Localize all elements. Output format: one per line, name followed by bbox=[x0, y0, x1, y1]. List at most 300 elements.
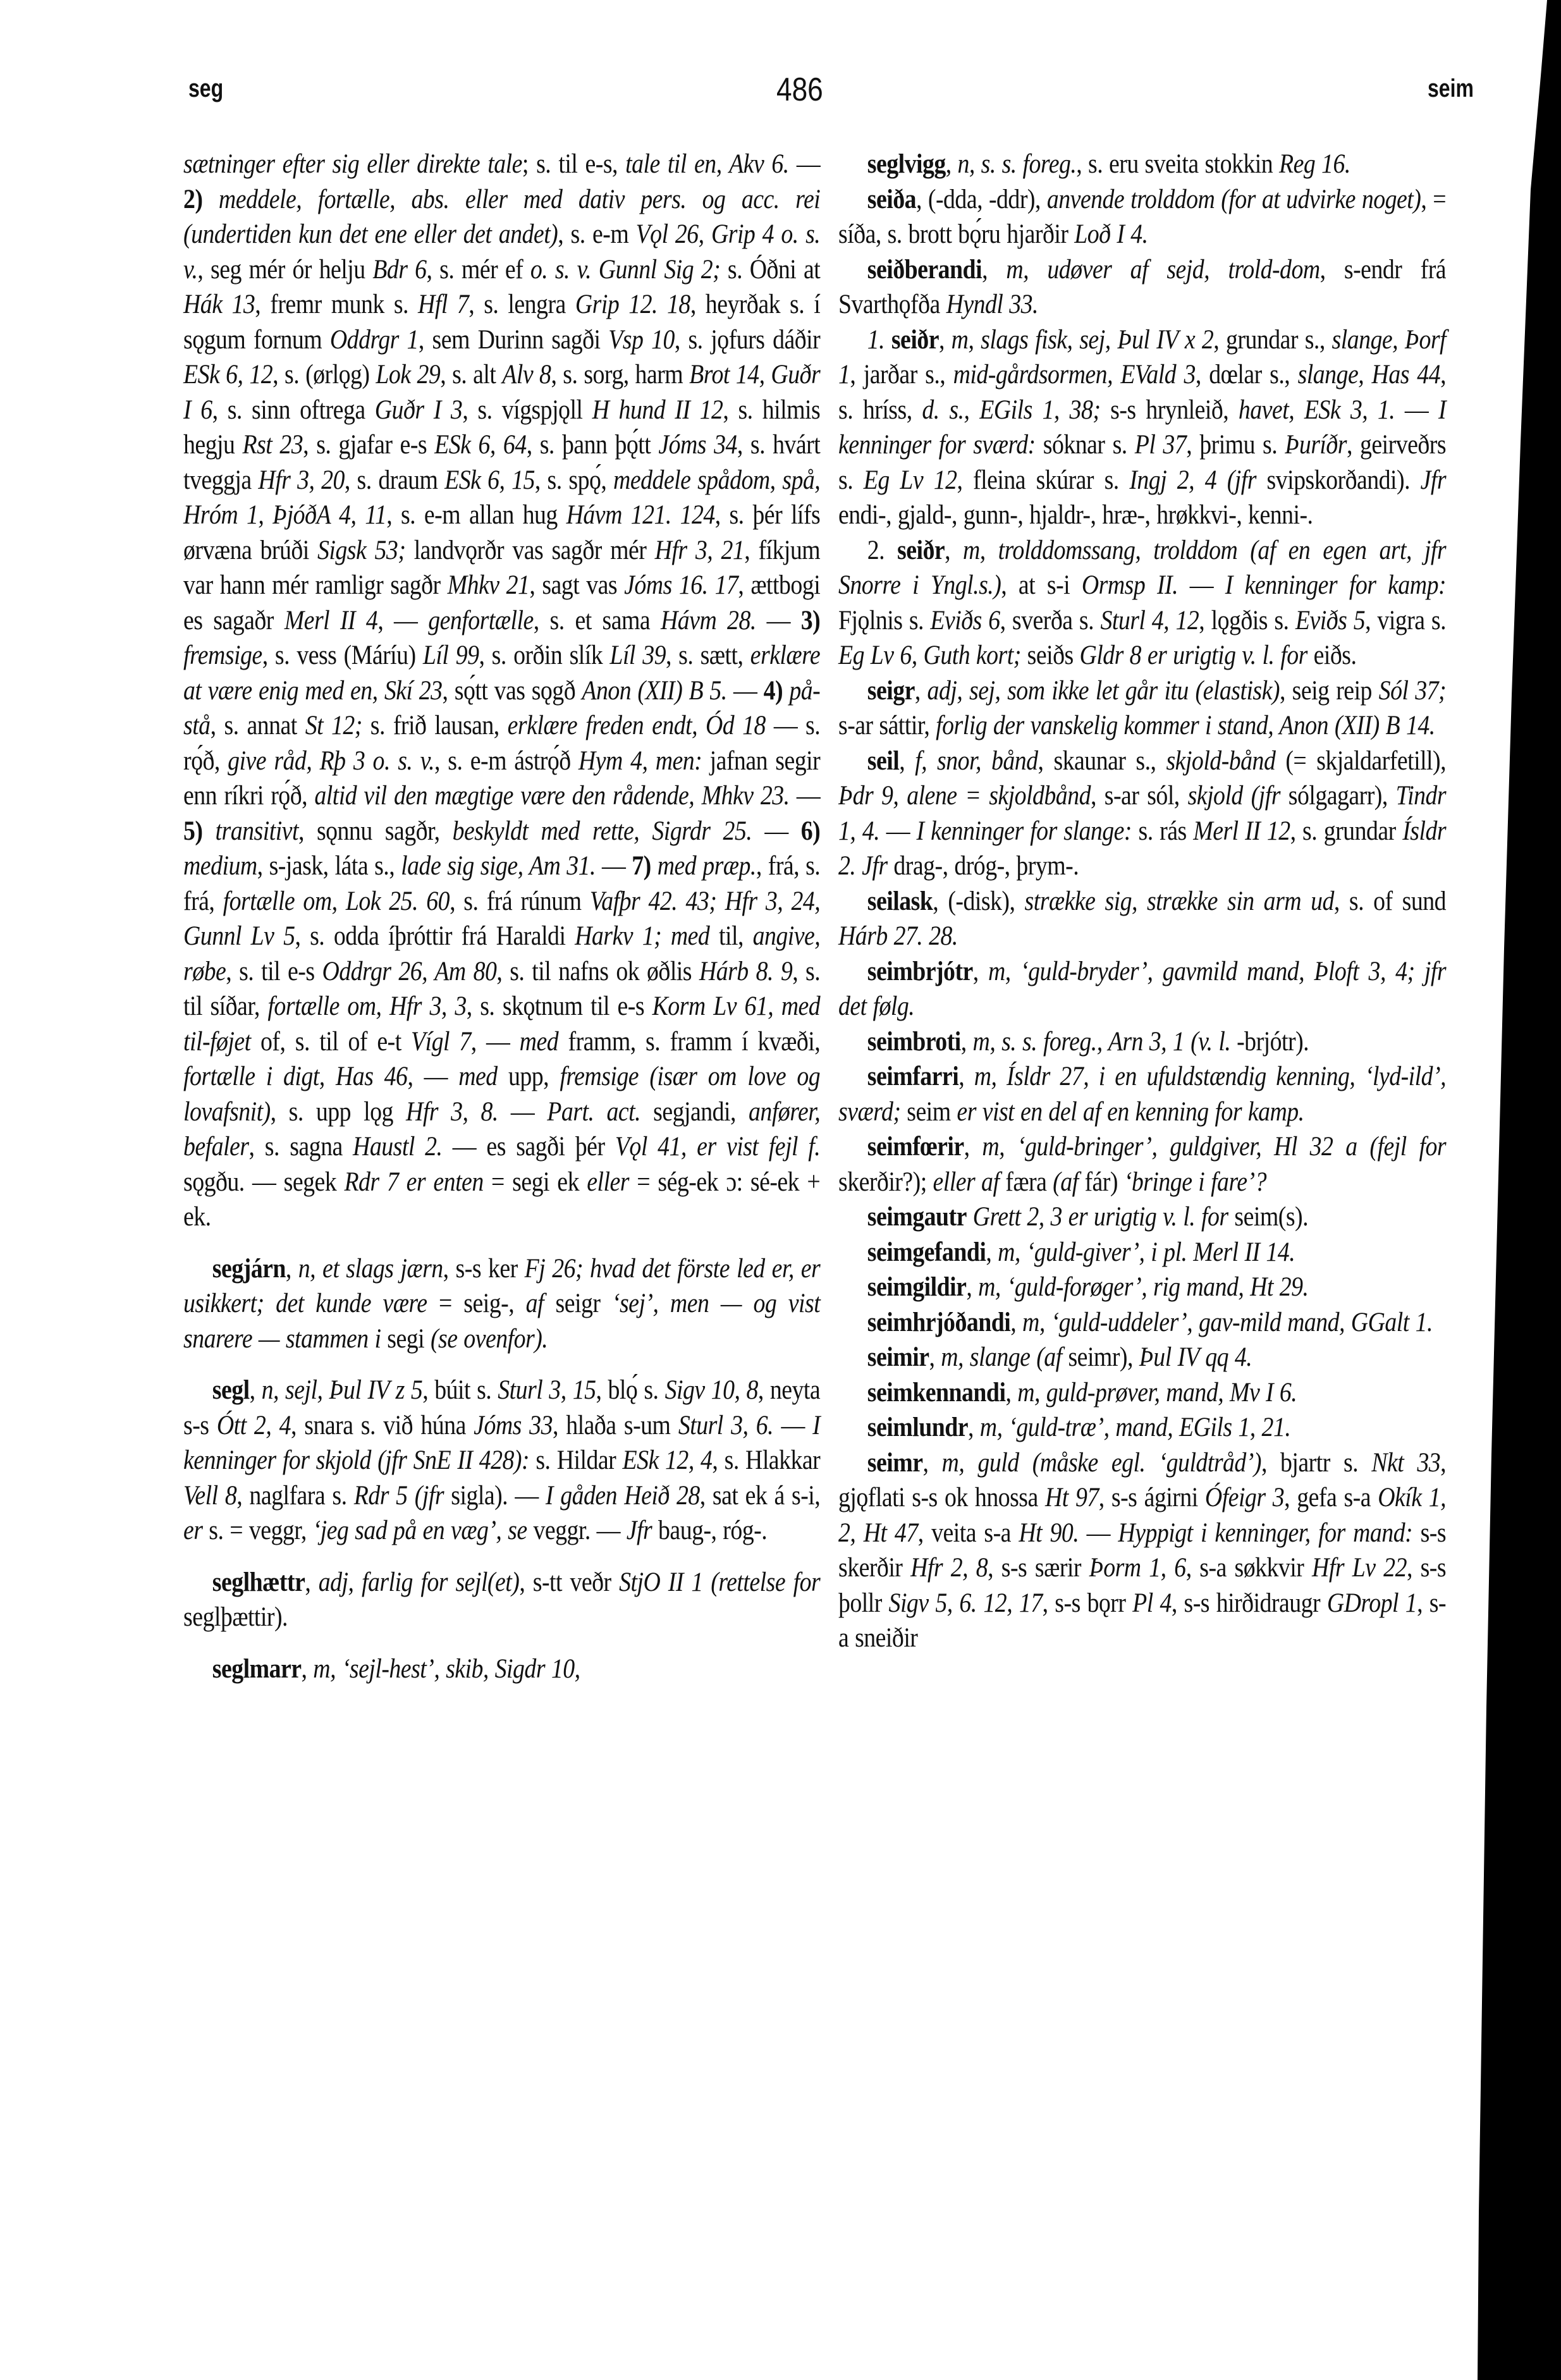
entry-gloss-italic: Vǫl 26, Grip 4 o. s. v. bbox=[183, 219, 821, 285]
entry-text: , veita s-a bbox=[917, 1518, 1019, 1548]
entry-text: , gefa s-a bbox=[1284, 1483, 1378, 1512]
entry-gloss-italic: Hfr 2, 8 bbox=[910, 1553, 988, 1583]
entry-text: , s. skǫtnum til e-s bbox=[466, 991, 652, 1021]
entry-gloss-italic: medium bbox=[183, 851, 257, 881]
entry-text: = seig-, bbox=[427, 1289, 526, 1318]
entry-text: færa bbox=[999, 1167, 1053, 1197]
entry-gloss-italic: Oddrgr 26, Am 80 bbox=[322, 956, 497, 986]
entry-text: framm, s. framm í kvæði, bbox=[558, 1026, 821, 1057]
entry-headword: 6) bbox=[800, 816, 821, 846]
entry-gloss-italic: Hárb 8. 9 bbox=[699, 956, 793, 986]
entry-gloss-italic: Hfr 3, 8. bbox=[406, 1096, 498, 1127]
entry-gloss-italic: GDropl 1 bbox=[1326, 1588, 1417, 1618]
entry-gloss-italic: Guðr I 3 bbox=[374, 395, 463, 425]
column-right-body bbox=[838, 147, 1446, 1656]
entry-text: endi-, gjald-, gunn-, hjaldr-, hræ-, hrøkkvi-, kenni-. bbox=[838, 500, 1313, 530]
entry-text: , bbox=[899, 745, 915, 776]
entry-gloss-italic: Korm Lv 61, med til-føjet bbox=[183, 991, 821, 1057]
entry-text: , — bbox=[377, 605, 429, 635]
entry-gloss-italic: I kenninger for skjold (jfr SnE II 428): bbox=[183, 1410, 821, 1475]
entry-text: s. Óðni at bbox=[720, 254, 821, 285]
entry-headword: 2) bbox=[183, 184, 203, 214]
entry-gloss-italic: Hym 4, men: bbox=[578, 745, 702, 776]
entry-gloss-italic: fortælle om, Lok 25. 60 bbox=[223, 886, 450, 916]
entry-gloss-italic: Anon (XII) B 5. bbox=[582, 675, 727, 706]
entry-text: , s. annat bbox=[210, 711, 305, 740]
entry-gloss-italic: meddele, fortælle, abs. eller med dativ pers. og acc. rei (undertiden kun det ene eller det andet) bbox=[183, 184, 821, 249]
entry-gloss-italic: Okík 1, 2, Ht 47 bbox=[838, 1483, 1447, 1548]
column-left bbox=[183, 147, 821, 1686]
entry-text: — s. rǫ́ð, bbox=[183, 711, 821, 776]
entry-text: , sǫnnu sagðr, bbox=[298, 816, 453, 846]
dictionary-entry bbox=[838, 1375, 1446, 1411]
entry-text: , þrimu s. bbox=[1186, 430, 1285, 460]
entry-text: , bbox=[301, 1653, 314, 1684]
entry-gloss-italic: lade sig sige, Am 31. bbox=[401, 851, 596, 881]
entry-gloss-italic: Jfr bbox=[1420, 465, 1447, 495]
entry-gloss-italic: o. s. v. Gunnl Sig 2; bbox=[530, 254, 721, 285]
entry-text: , s-tt veðr bbox=[519, 1567, 620, 1597]
entry-headword: seimhrjóðandi bbox=[867, 1307, 1011, 1337]
entry-gloss-italic: Tindr 1, 4. bbox=[838, 781, 1447, 846]
entry-text: landvǫrðr vas sagðr mér bbox=[405, 535, 655, 565]
entry-gloss-italic: Pl 37 bbox=[1134, 430, 1187, 460]
entry-gloss-italic: m, ‘guld-uddeler’, gav-mild mand, GGalt 1. bbox=[1022, 1307, 1433, 1337]
entry-gloss-italic: Ófeigr 3 bbox=[1204, 1483, 1285, 1512]
entry-gloss-italic: fremsige (især om love og lovafsnit) bbox=[183, 1062, 821, 1127]
entry-gloss-italic: Eviðs 6 bbox=[930, 605, 1000, 635]
entry-text: , naglfara s. bbox=[236, 1480, 354, 1511]
entry-gloss-italic: med bbox=[519, 1026, 559, 1057]
entry-text: of, s. til of e-t bbox=[250, 1026, 412, 1057]
entry-text: , skaunar s., bbox=[1038, 745, 1166, 776]
entry-text: veggr. — bbox=[527, 1516, 627, 1545]
dictionary-entry bbox=[183, 1373, 820, 1549]
entry-gloss-italic: meddele spådom, spå, Hróm 1, ÞjóðA 4, 11 bbox=[183, 465, 821, 530]
entry-text: , neyta s-s bbox=[183, 1375, 821, 1440]
entry-gloss-italic: St 12; bbox=[305, 711, 362, 740]
entry-gloss-italic: Hyndl 33. bbox=[946, 290, 1038, 319]
entry-gloss-italic: sætninger efter sig eller direkte tale bbox=[183, 149, 522, 179]
entry-text: , — bbox=[470, 1026, 520, 1057]
entry-headword: seimbrjótr bbox=[867, 956, 973, 986]
dictionary-entry bbox=[838, 1199, 1446, 1235]
entry-gloss-italic: Lok 29 bbox=[376, 360, 441, 390]
entry-gloss-italic: m, ‘guld-bringer’, guldgiver, Hl 32 a (fejl for bbox=[982, 1132, 1447, 1162]
entry-gloss-italic: Ht 97 bbox=[1044, 1483, 1099, 1512]
entry-gloss-italic: I kenninger for sværd: bbox=[838, 395, 1447, 460]
entry-gloss-italic: m, ‘guld-bryder’, gavmild mand, Þloft 3, 4; jfr det følg. bbox=[838, 956, 1447, 1021]
entry-gloss-italic: fortælle i digt, Has 46 bbox=[183, 1062, 408, 1091]
entry-text: , bbox=[285, 1253, 298, 1284]
entry-text: , s. vess (Máríu) bbox=[262, 641, 423, 670]
entry-headword: seimfarri bbox=[867, 1062, 959, 1091]
entry-text: segjandi, bbox=[640, 1096, 749, 1127]
dictionary-entry bbox=[183, 1565, 820, 1635]
entry-gloss-italic: Sigv 10, 8 bbox=[664, 1375, 758, 1405]
entry-gloss-italic: I kenninger for slange: bbox=[916, 816, 1132, 846]
entry-gloss-italic: n, et slags jærn bbox=[298, 1253, 443, 1284]
entry-gloss-italic: Ormsp II. bbox=[1081, 570, 1178, 600]
entry-headword: 3) bbox=[800, 605, 821, 635]
entry-text: — bbox=[498, 1096, 548, 1127]
entry-text: , s. sagna bbox=[248, 1132, 353, 1162]
entry-text: segi bbox=[381, 1323, 431, 1354]
entry-text: seglþættir). bbox=[183, 1602, 288, 1632]
entry-text: , gjǫflati s-s ok hnossa bbox=[838, 1447, 1447, 1512]
dictionary-entry bbox=[838, 147, 1446, 182]
entry-text: seimr), bbox=[1062, 1342, 1139, 1372]
dictionary-entry bbox=[838, 1235, 1446, 1270]
dictionary-entry bbox=[838, 1024, 1446, 1060]
entry-gloss-italic: Sturl 4, 12 bbox=[1100, 605, 1199, 635]
entry-gloss-italic: Pl 4 bbox=[1132, 1588, 1172, 1618]
entry-text: , frá, s. frá, bbox=[183, 851, 821, 916]
dictionary-entry bbox=[838, 1129, 1446, 1199]
entry-gloss-italic: Líl 99 bbox=[422, 641, 479, 670]
entry-gloss-italic: Ht 90. bbox=[1019, 1518, 1079, 1548]
entry-text: , s-endr frá Svarthǫfða bbox=[838, 254, 1447, 319]
entry-headword: seimkennandi bbox=[867, 1377, 1006, 1408]
entry-gloss-italic: Grip 12. 18 bbox=[575, 290, 690, 319]
entry-gloss-italic: Þorm 1, 6 bbox=[1089, 1553, 1186, 1583]
entry-gloss-italic: Vǫl 41, er vist fejl f. bbox=[615, 1132, 821, 1162]
entry-gloss-italic: transitivt bbox=[215, 816, 298, 846]
dictionary-entry bbox=[838, 1305, 1446, 1340]
entry-gloss-italic: m, trolddomssang, trolddom (af en egen art, jfr Snorre i Yngl.s.) bbox=[838, 535, 1447, 600]
entry-text: , ættbogi es sagaðr bbox=[183, 570, 821, 635]
entry-gloss-italic: Hfr 3, 20 bbox=[258, 465, 345, 495]
entry-text: , — bbox=[407, 1062, 459, 1091]
entry-text: baug-, róg-. bbox=[652, 1516, 768, 1545]
entry-text: s. rás bbox=[1131, 816, 1194, 846]
entry-text: , s-a sneiðir bbox=[838, 1588, 1447, 1653]
entry-headword: seigr bbox=[867, 675, 915, 706]
running-head bbox=[0, 71, 1561, 113]
scan-shadow-shape bbox=[1478, 0, 1561, 2380]
entry-text: , bbox=[938, 324, 952, 355]
entry-text: seim(s). bbox=[1228, 1202, 1309, 1232]
entry-gloss-italic: m, Ísldr 27, i en ufuldstændig kenning, ‘lyd-ild’, sværd; bbox=[838, 1062, 1447, 1127]
entry-headword: seimir bbox=[867, 1342, 929, 1372]
entry-gloss-italic: Sturl 3, 6. bbox=[678, 1410, 774, 1440]
entry-text: , bbox=[929, 1342, 941, 1372]
entry-gloss-italic: eller bbox=[587, 1167, 629, 1197]
entry-text: , sagt vas bbox=[529, 570, 625, 600]
entry-text: , s. upp lǫg bbox=[270, 1096, 407, 1127]
entry-text: sóknar s. bbox=[1035, 430, 1135, 460]
dictionary-entry bbox=[838, 884, 1446, 954]
entry-text: , s. hvárt tveggja bbox=[183, 430, 821, 495]
dictionary-entry bbox=[838, 673, 1446, 744]
entry-gloss-italic: slange, Has 44 bbox=[1297, 360, 1441, 390]
entry-headword: segjárn bbox=[212, 1253, 286, 1284]
entry-text: — bbox=[1395, 395, 1438, 425]
entry-text: fár) bbox=[1078, 1167, 1124, 1197]
entry-headword: seimgildir bbox=[867, 1272, 967, 1302]
entry-gloss-italic: ESk 6, 12 bbox=[183, 360, 273, 390]
entry-gloss-italic: skjold (jfr bbox=[1187, 781, 1280, 811]
entry-text bbox=[202, 816, 215, 846]
entry-text: , s. eru sveita stokkin bbox=[1076, 149, 1280, 179]
entry-text: , s. hríss, bbox=[838, 360, 1447, 425]
entry-gloss-italic: Þul IV qq 4. bbox=[1139, 1342, 1252, 1372]
entry-text: -brjótr). bbox=[1230, 1026, 1309, 1057]
entry-text: — es sagði þér bbox=[442, 1132, 615, 1162]
entry-text: s. frið lausan, bbox=[362, 711, 508, 740]
entry-gloss-italic: Þdr 9, alene = skjoldbånd bbox=[838, 781, 1091, 811]
entry-gloss-italic: mid-gårdsormen, EVald 3 bbox=[953, 360, 1196, 390]
entry-text: , bbox=[1010, 1307, 1023, 1337]
dictionary-entry bbox=[183, 1652, 820, 1687]
entry-gloss-italic: anfører, befaler bbox=[183, 1096, 821, 1162]
entry-text: s. Hildar bbox=[529, 1445, 623, 1475]
entry-text: , hlaða s-um bbox=[552, 1410, 678, 1440]
entry-text: til, bbox=[709, 921, 753, 951]
entry-text: , s. sinn oftrega bbox=[212, 395, 375, 425]
dictionary-entry bbox=[838, 1410, 1446, 1445]
entry-gloss-italic: m, guld (måske egl. ‘guldtråd’) bbox=[941, 1447, 1261, 1478]
entry-gloss-italic: ESk 12, 4 bbox=[622, 1445, 713, 1475]
entry-text: svipskorðandi). bbox=[1256, 465, 1421, 495]
entry-gloss-italic: Þuríðr bbox=[1285, 430, 1347, 460]
entry-text: , s. jǫfurs dáðir bbox=[674, 324, 821, 355]
entry-text: upp, bbox=[497, 1062, 560, 1091]
entry-gloss-italic: Grett 2, 3 er urigtig v. l. for bbox=[972, 1202, 1228, 1232]
entry-gloss-italic: Sigv 5, 6. 12, 17 bbox=[888, 1588, 1043, 1618]
entry-gloss-italic: Gldr 8 er urigtig v. l. for bbox=[1079, 641, 1307, 670]
entry-text: , s. lengra bbox=[468, 290, 575, 319]
entry-text: — bbox=[756, 605, 801, 635]
entry-headword: 5) bbox=[183, 816, 203, 846]
entry-text: , s. til e-s bbox=[226, 956, 322, 986]
entry-text: eiðs. bbox=[1307, 641, 1357, 670]
entry-text: = ség-ek ɔ: sé-ek + ek. bbox=[183, 1167, 821, 1232]
entry-gloss-italic: Sturl 3, 15 bbox=[498, 1375, 596, 1405]
entry-gloss-italic: m, slags fisk, sej, Þul IV x 2 bbox=[951, 324, 1214, 355]
entry-text: , bbox=[958, 1062, 974, 1091]
entry-text: , s-s bǫrr bbox=[1042, 1588, 1133, 1618]
entry-text bbox=[967, 1202, 973, 1232]
entry-gloss-italic: m, ‘sejl-hest’, skib, Sigdr 10, bbox=[313, 1653, 580, 1684]
entry-gloss-italic: af bbox=[525, 1289, 544, 1318]
entry-text: , (-disk), bbox=[933, 886, 1025, 916]
entry-text: , sem Durinn sagði bbox=[418, 324, 609, 355]
entry-text bbox=[651, 851, 658, 881]
entry-text: , seig reip bbox=[1279, 675, 1379, 706]
dictionary-entry bbox=[838, 954, 1446, 1024]
entry-headword: seilask bbox=[867, 886, 933, 916]
entry-gloss-italic: Hfr 3, 21 bbox=[654, 535, 745, 565]
entry-gloss-italic: Sigsk 53; bbox=[317, 535, 406, 565]
entry-text: — bbox=[788, 149, 821, 179]
dictionary-entry bbox=[838, 744, 1446, 884]
entry-text: , sǫ́tt vas sǫgð bbox=[442, 675, 582, 706]
entry-text: , grundar s., bbox=[1213, 324, 1332, 355]
entry-text: , s. hilmis hegju bbox=[183, 395, 821, 460]
entry-gloss-italic: erklære freden endt, Ód 18 bbox=[507, 711, 766, 740]
entry-headword: seil bbox=[867, 745, 900, 776]
entry-text: skerðir?); bbox=[838, 1167, 933, 1197]
entry-text: Fjǫlnis s. bbox=[838, 605, 931, 635]
entry-headword: seiða bbox=[867, 184, 917, 214]
entry-gloss-italic: angive, røbe bbox=[183, 921, 821, 986]
entry-text: — bbox=[773, 1410, 813, 1440]
entry-text: seiðs bbox=[1020, 641, 1080, 670]
dictionary-entry bbox=[838, 1270, 1446, 1305]
entry-gloss-italic: f, snor, bånd bbox=[915, 745, 1038, 776]
entry-gloss-italic: I gåden Heið 28 bbox=[545, 1480, 700, 1511]
entry-text: drag-, dróg-, þrym-. bbox=[887, 851, 1079, 881]
entry-gloss-italic: m, s. s. foreg., Arn 3, 1 (v. l. bbox=[972, 1026, 1231, 1057]
entry-gloss-italic: Vígl 7 bbox=[411, 1026, 471, 1057]
entry-headword: seglvigg bbox=[867, 149, 946, 179]
entry-gloss-italic: Rdr 7 er enten bbox=[344, 1167, 484, 1197]
entry-gloss-italic: Nkt 33 bbox=[1371, 1447, 1441, 1478]
dictionary-entry bbox=[838, 252, 1446, 322]
entry-gloss-italic: Brot 14, Guðr I 6 bbox=[183, 360, 821, 425]
entry-text: , sverða s. bbox=[1000, 605, 1101, 635]
entry-text: ; s. til e-s, bbox=[522, 149, 626, 179]
entry-text: , bbox=[249, 1375, 262, 1405]
entry-text: , s. grundar bbox=[1290, 816, 1403, 846]
entry-text: = segi ek bbox=[483, 1167, 587, 1197]
entry-gloss-italic: Merl II 4 bbox=[284, 605, 378, 635]
entry-text: , s. spǫ́, bbox=[534, 465, 614, 495]
entry-gloss-italic: anvende trolddom (for at udvirke noget) bbox=[1046, 184, 1421, 214]
entry-gloss-italic: genfortælle bbox=[428, 605, 534, 635]
entry-gloss-italic: Jóms 33 bbox=[474, 1410, 553, 1440]
entry-gloss-italic: Harkv 1; med bbox=[575, 921, 710, 951]
entry-text bbox=[885, 325, 891, 355]
entry-gloss-italic: Hák 13 bbox=[183, 290, 255, 319]
entry-text: sigla). — bbox=[444, 1480, 546, 1511]
entry-gloss-italic: altid vil den mægtige være den rådende, Mhkv 23. bbox=[314, 781, 790, 811]
entry-text: , jarðar s., bbox=[850, 360, 953, 390]
entry-gloss-italic: erklære at være enig med en, Skí 23 bbox=[183, 641, 821, 706]
entry-text: , bbox=[945, 149, 958, 179]
entry-text: , s. e-m ástrǫ́ð bbox=[434, 745, 578, 776]
entry-text: , s. sorg, harm bbox=[551, 360, 690, 390]
dictionary-entry bbox=[838, 322, 1446, 533]
dictionary-entry bbox=[838, 1340, 1446, 1375]
entry-text: , s. þann þǫ́tt bbox=[526, 430, 659, 460]
entry-gloss-italic: fortælle om, Hfr 3, 3 bbox=[267, 991, 467, 1021]
entry-text: , búit s. bbox=[422, 1375, 498, 1405]
dictionary-entry bbox=[838, 533, 1446, 673]
guide-word-left: seg bbox=[188, 75, 224, 102]
entry-text: , geirveðrs s. bbox=[838, 430, 1447, 495]
entry-gloss-italic: Ingj 2, 4 (jfr bbox=[1129, 465, 1256, 495]
entry-text: , fleina skúrar s. bbox=[957, 465, 1130, 495]
entry-text: , bjartr s. bbox=[1261, 1447, 1372, 1478]
entry-gloss-italic: er vist en del af en kenning for kamp. bbox=[957, 1096, 1304, 1127]
dictionary-entry bbox=[183, 1251, 820, 1357]
entry-gloss-italic: Haustl 2. bbox=[353, 1132, 443, 1162]
entry-text: seigr bbox=[544, 1289, 612, 1318]
entry-text: seim bbox=[900, 1096, 957, 1127]
entry-headword: 7) bbox=[632, 851, 651, 881]
dictionary-entry bbox=[183, 147, 820, 1235]
entry-text: , bbox=[982, 254, 1007, 285]
entry-gloss-italic: (se ovenfor). bbox=[430, 1323, 548, 1354]
entry-gloss-italic: Ísldr 2. Jfr bbox=[838, 816, 1447, 881]
entry-gloss-italic: Vsp 10 bbox=[608, 324, 675, 355]
dictionary-entry bbox=[838, 1445, 1446, 1656]
entry-text: , heyrðak s. í sǫgum fornum bbox=[183, 290, 821, 355]
entry-text: , bbox=[964, 1132, 983, 1162]
entry-text: , snara s. við húna bbox=[290, 1410, 474, 1440]
entry-gloss-italic: Hávm 121. 124 bbox=[566, 500, 715, 530]
guide-word-right: seim bbox=[1428, 75, 1474, 102]
entry-gloss-italic: m, ‘guld-giver’, i pl. Merl II 14. bbox=[998, 1237, 1295, 1267]
entry-gloss-italic: er bbox=[183, 1516, 203, 1545]
entry-gloss-italic: n, sejl, Þul IV z 5 bbox=[261, 1375, 423, 1405]
entry-gloss-italic: Jóms 34 bbox=[658, 430, 737, 460]
page-number: 486 bbox=[776, 71, 823, 108]
entry-text: , s. gjafar e-s bbox=[303, 430, 435, 460]
entry-text: s-s hrynleið, bbox=[1100, 395, 1239, 425]
entry-text: , bbox=[972, 956, 988, 986]
entry-gloss-italic: Sól 37; bbox=[1378, 675, 1447, 706]
scan-shadow-edge bbox=[1472, 0, 1561, 2380]
entry-gloss-italic: Hfl 7 bbox=[418, 290, 469, 319]
entry-headword: seimr bbox=[867, 1447, 923, 1478]
entry-text: , (-dda, -ddr), bbox=[916, 184, 1047, 214]
entry-text: — bbox=[726, 675, 764, 706]
entry-text bbox=[202, 185, 218, 214]
entry-text: , bbox=[966, 1272, 979, 1302]
entry-headword: seiðberandi bbox=[867, 254, 983, 285]
entry-text: , bbox=[914, 675, 927, 706]
entry-gloss-italic: d. s., EGils 1, 38; bbox=[922, 395, 1101, 425]
entry-headword: seglhættr bbox=[212, 1567, 305, 1597]
entry-gloss-italic: havet, ESk 3, 1. bbox=[1238, 395, 1395, 425]
entry-text: , s-jask, láta s., bbox=[257, 851, 401, 881]
entry-gloss-italic: Líl 39 bbox=[609, 641, 666, 670]
entry-text: , seg mér ór helju bbox=[197, 254, 373, 285]
entry-text: , s. e-m allan hug bbox=[386, 500, 566, 530]
entry-gloss-italic: StjO II 1 (rettelse for bbox=[619, 1567, 821, 1597]
entry-gloss-italic: Hfr Lv 22 bbox=[1312, 1553, 1407, 1583]
entry-text: , s. draum bbox=[344, 465, 445, 495]
entry-gloss-italic: H hund II 12 bbox=[592, 395, 723, 425]
entry-gloss-italic: give råd, Rþ 3 o. s. v. bbox=[228, 745, 435, 776]
entry-text: , s-s þollr bbox=[838, 1553, 1447, 1618]
entry-text: , bbox=[968, 1413, 980, 1442]
entry-text: — bbox=[1079, 1518, 1118, 1548]
entry-gloss-italic: Part. act. bbox=[547, 1096, 641, 1127]
entry-text: , fíkjum var hann mér ramligr sagðr bbox=[183, 535, 821, 600]
entry-gloss-italic: Mhkv 21 bbox=[447, 570, 530, 600]
entry-gloss-italic: Loð I 4. bbox=[1074, 219, 1148, 249]
column-left-body bbox=[183, 147, 820, 1686]
entry-text: , lǫgðis s. bbox=[1199, 605, 1295, 635]
entry-gloss-italic: skjold-bånd bbox=[1166, 745, 1276, 776]
entry-text: — bbox=[595, 851, 632, 881]
entry-gloss-italic: fremsige bbox=[183, 641, 262, 670]
entry-text: , s. alt bbox=[440, 360, 503, 390]
entry-gloss-italic: strække sig, strække sin arm ud bbox=[1024, 886, 1334, 916]
entry-text: , s-s ágirni bbox=[1098, 1483, 1205, 1512]
entry-gloss-italic: Eg Lv 6, Guth kort; bbox=[838, 641, 1021, 670]
entry-gloss-italic: I kenninger for kamp: bbox=[1225, 570, 1447, 600]
entry-gloss-italic: adj, sej, som ikke let går itu (elastisk) bbox=[927, 675, 1280, 706]
entry-text: sólgagarr), bbox=[1280, 781, 1396, 811]
entry-gloss-italic: 1. bbox=[867, 324, 885, 355]
entry-gloss-italic: ‘sej’, men — og vist snarere — stammen i bbox=[183, 1289, 821, 1354]
entry-gloss-italic: Vafþr 42. 43; Hfr 3, 24, Gunnl Lv 5 bbox=[183, 886, 821, 951]
